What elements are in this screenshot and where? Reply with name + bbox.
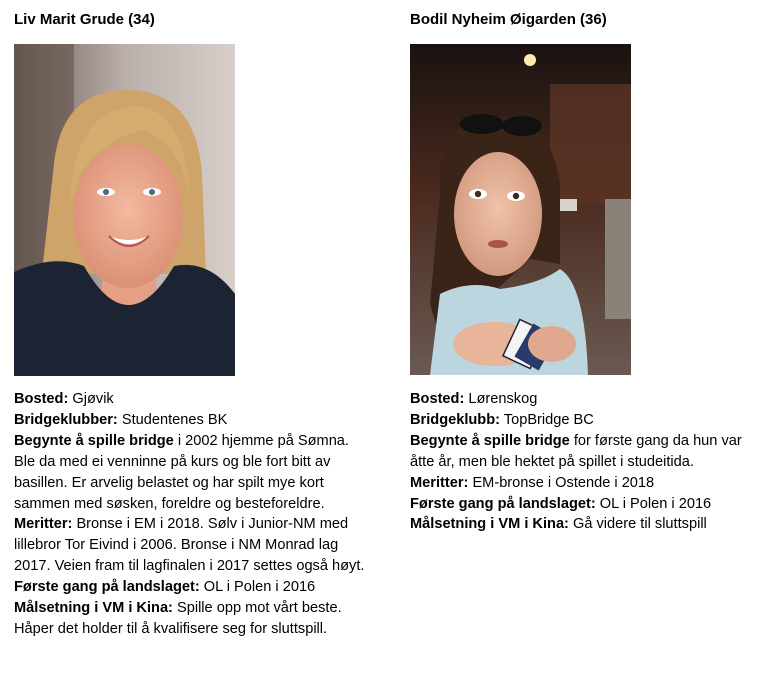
field-forste-gang: Første gang på landslaget: OL i Polen i 2016 (14, 579, 316, 596)
profile-details (14, 389, 369, 640)
field-bridgeklubber: Bridgeklubber: Studentenes BK (14, 411, 228, 428)
field-bosted: Bosted: Lørenskog (410, 391, 538, 407)
field-bridgeklubb: Bridgeklubb: TopBridge BC (410, 411, 594, 428)
profile-details (410, 389, 760, 535)
profile-photo (410, 44, 631, 375)
field-forste-gang: Første gang på landslaget: OL i Polen i 2016 (410, 495, 712, 512)
field-meritter: Meritter: Bronse i EM i 2018. Sølv i Junior-NM med lillebror Tor Eivind i 2006. Bronse i NM Monrad lag 2017. Veien fram til lagfinalen i 2017 settes også høyt. (14, 516, 365, 575)
field-malsetning: Målsetning i VM i Kina: Spille opp mot vårt beste. Håper det holder til å kvalifisere seg for sluttspill. (14, 600, 342, 637)
profile-name: Bodil Nyheim Øigarden (36) (410, 11, 607, 28)
field-meritter: Meritter: EM-bronse i Ostende i 2018 (410, 474, 655, 491)
field-begynte: Begynte å spille bridge for første gang da hun var åtte år, men ble hektet på spillet i studeitida. (410, 432, 742, 470)
profile-photo (14, 44, 235, 376)
profile-name: Liv Marit Grude (34) (14, 11, 155, 28)
field-begynte: Begynte å spille bridge i 2002 hjemme på Sømna. Ble da med ei venninne på kurs og ble fort bitt av basillen. Er arvelig belastet og har spilt mye kort sammen med søsken, foreldre og besteforeldre. (14, 432, 349, 512)
field-malsetning: Målsetning i VM i Kina: Gå videre til sluttspill (410, 516, 707, 533)
field-bosted: Bosted: Gjøvik (14, 391, 114, 407)
